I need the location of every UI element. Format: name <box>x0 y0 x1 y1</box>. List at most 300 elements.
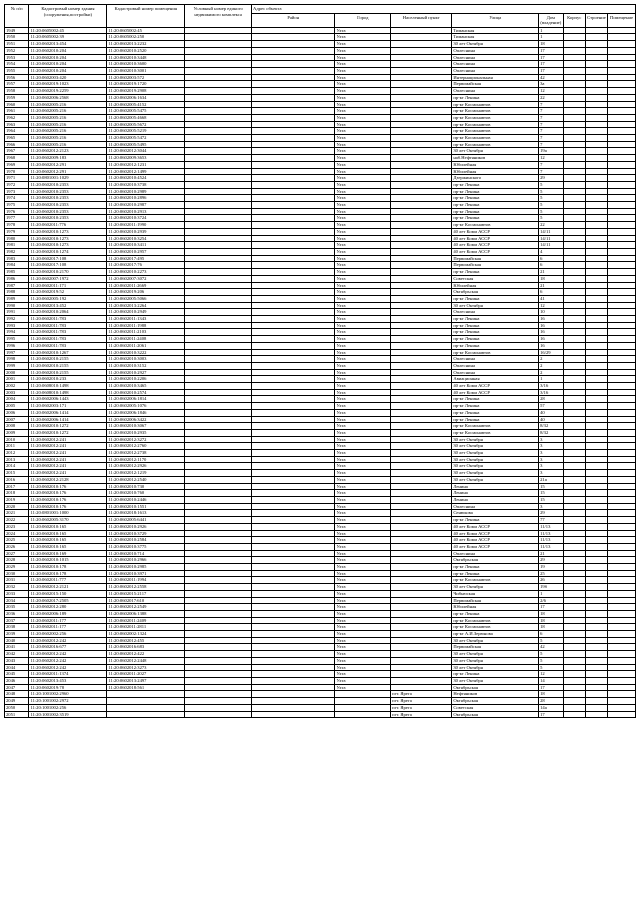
cell-region <box>252 289 335 296</box>
cell-settlement: пгт. Ярега <box>391 691 452 698</box>
cell-city: Ухта <box>335 41 391 48</box>
cell-cad-building: 11:20:0602012:2549 <box>107 604 185 611</box>
cell-corpus <box>563 295 585 302</box>
cell-region <box>252 155 335 162</box>
cell-region <box>252 336 335 343</box>
cell-cad-room: 11:20:0602012:242 <box>29 657 107 664</box>
cell-room <box>608 356 636 363</box>
cell-room <box>608 255 636 262</box>
cell-house: 18 <box>539 610 563 617</box>
cell-cad-building: 11:20:0602010:760 <box>107 490 185 497</box>
cell-street: Оплеснина <box>452 88 539 95</box>
cell-building <box>585 684 607 691</box>
cell-cond-num <box>185 181 252 188</box>
cell-cond-num <box>185 470 252 477</box>
cell-street: 40 лет Коми АССР <box>452 228 539 235</box>
cell-corpus <box>563 74 585 81</box>
cell-house: 8/32 <box>539 423 563 430</box>
cell-corpus <box>563 54 585 61</box>
table-row <box>5 537 636 544</box>
cell-room <box>608 68 636 75</box>
cell-region <box>252 610 335 617</box>
cell-city: Ухта <box>335 114 391 121</box>
cell-street: Оплеснина <box>452 356 539 363</box>
cell-city: Ухта <box>335 537 391 544</box>
cell-cad-room: 11:20:0602013:453 <box>29 677 107 684</box>
cell-cad-room: 11:20:0602005:3170 <box>29 517 107 524</box>
cell-house: 12 <box>539 671 563 678</box>
cell-region <box>252 503 335 510</box>
cell-room <box>608 155 636 162</box>
cell-cad-building: 11:20:0602010:3600 <box>107 61 185 68</box>
table-row <box>5 34 636 41</box>
cell-num: 2022 <box>5 517 29 524</box>
cell-num: 1982 <box>5 248 29 255</box>
cell-corpus <box>563 255 585 262</box>
cell-room <box>608 121 636 128</box>
cell-city: Ухта <box>335 416 391 423</box>
table-row <box>5 470 636 477</box>
cell-cad-room: 11:20:0602010:165 <box>29 543 107 550</box>
cell-region <box>252 557 335 564</box>
cell-cad-building: 11:20:0602010:2957 <box>107 248 185 255</box>
cell-corpus <box>563 114 585 121</box>
cell-region <box>252 396 335 403</box>
cell-city: Ухта <box>335 215 391 222</box>
cell-cad-building <box>107 711 185 718</box>
table-row <box>5 329 636 336</box>
cell-room <box>608 342 636 349</box>
cell-cad-building: 11:20:0602010:2273 <box>107 269 185 276</box>
cell-settlement <box>391 369 452 376</box>
cell-cad-room: 11:20:0602017:108 <box>29 255 107 262</box>
cell-num: 1949 <box>5 27 29 34</box>
cell-cad-room: 11:20:0602012:241 <box>29 450 107 457</box>
cell-region <box>252 141 335 148</box>
cell-settlement <box>391 208 452 215</box>
cell-cond-num <box>185 128 252 135</box>
cell-room <box>608 577 636 584</box>
cell-room <box>608 262 636 269</box>
cell-cad-building: 11:20:0602005:6441 <box>107 517 185 524</box>
cell-region <box>252 463 335 470</box>
cell-region <box>252 429 335 436</box>
cell-settlement <box>391 409 452 416</box>
cell-house: 11/13 <box>539 537 563 544</box>
cell-cad-building: 11:20:0602019:206 <box>107 289 185 296</box>
cell-room <box>608 336 636 343</box>
cell-region <box>252 577 335 584</box>
table-row <box>5 356 636 363</box>
cell-cad-building: 11:20:0602010:3001 <box>107 68 185 75</box>
cell-street: Юбилейная <box>452 161 539 168</box>
cell-settlement <box>391 242 452 249</box>
cell-cad-room: 11:20:1001002:256 <box>29 704 107 711</box>
cell-corpus <box>563 155 585 162</box>
cell-room <box>608 537 636 544</box>
cell-house: 5 <box>539 195 563 202</box>
cell-num: 1985 <box>5 269 29 276</box>
cell-room <box>608 302 636 309</box>
cell-city: Ухта <box>335 302 391 309</box>
cell-cad-room: 11:20:0602010:1273 <box>29 235 107 242</box>
cell-building <box>585 704 607 711</box>
cell-cond-num <box>185 108 252 115</box>
cell-building <box>585 34 607 41</box>
cell-region <box>252 121 335 128</box>
cell-region <box>252 543 335 550</box>
cell-room <box>608 61 636 68</box>
cell-num: 2033 <box>5 590 29 597</box>
cell-city: Ухта <box>335 557 391 564</box>
header-room: Помещение <box>608 13 636 27</box>
cell-street: пр-кт Ленина <box>452 517 539 524</box>
cell-street: пр-кт Ленина <box>452 564 539 571</box>
cell-street: пр-кт Космонавтов <box>452 101 539 108</box>
cell-num: 1987 <box>5 282 29 289</box>
cell-city: Ухта <box>335 242 391 249</box>
cell-region <box>252 54 335 61</box>
cell-house: 18 <box>539 275 563 282</box>
cell-corpus <box>563 336 585 343</box>
cell-room <box>608 376 636 383</box>
cell-settlement <box>391 168 452 175</box>
cell-street: пр-кт Ленина <box>452 342 539 349</box>
table-row <box>5 584 636 591</box>
cell-city: Ухта <box>335 121 391 128</box>
cell-room <box>608 631 636 638</box>
cell-corpus <box>563 168 585 175</box>
cell-room <box>608 423 636 430</box>
cell-building <box>585 295 607 302</box>
cell-num: 1956 <box>5 74 29 81</box>
cell-settlement <box>391 235 452 242</box>
cell-settlement <box>391 135 452 142</box>
cell-corpus <box>563 423 585 430</box>
cell-corpus <box>563 88 585 95</box>
cell-cad-building: 11:20:0602012:455 <box>107 637 185 644</box>
cell-building <box>585 590 607 597</box>
cell-cond-num <box>185 376 252 383</box>
cell-house: 42 <box>539 74 563 81</box>
cell-settlement <box>391 68 452 75</box>
cell-num: 1977 <box>5 215 29 222</box>
cell-region <box>252 135 335 142</box>
cell-corpus <box>563 597 585 604</box>
cell-num: 1981 <box>5 242 29 249</box>
cell-num: 2006 <box>5 409 29 416</box>
cell-cond-num <box>185 651 252 658</box>
cell-house: 18 <box>539 691 563 698</box>
cell-room <box>608 235 636 242</box>
cell-cond-num <box>185 483 252 490</box>
cell-city: Ухта <box>335 282 391 289</box>
cell-street: Советская <box>452 275 539 282</box>
cell-settlement <box>391 557 452 564</box>
cell-corpus <box>563 443 585 450</box>
cell-room <box>608 644 636 651</box>
cell-settlement <box>391 148 452 155</box>
cell-cond-num <box>185 517 252 524</box>
cell-room <box>608 242 636 249</box>
cell-num: 2014 <box>5 463 29 470</box>
cell-region <box>252 242 335 249</box>
cell-settlement <box>391 81 452 88</box>
table-row <box>5 242 636 249</box>
cell-cad-room: 11:20:0602003:420 <box>29 74 107 81</box>
table-row <box>5 94 636 101</box>
cell-cond-num <box>185 88 252 95</box>
cell-cad-building: 11:20:0602005:4668 <box>107 114 185 121</box>
cell-room <box>608 543 636 550</box>
cell-city: Ухта <box>335 671 391 678</box>
cell-cad-building: 11:20:0602005:5672 <box>107 121 185 128</box>
cell-building <box>585 74 607 81</box>
cell-corpus <box>563 141 585 148</box>
cell-corpus <box>563 248 585 255</box>
cell-cond-num <box>185 248 252 255</box>
cell-corpus <box>563 47 585 54</box>
cell-cond-num <box>185 543 252 550</box>
table-row <box>5 403 636 410</box>
cell-building <box>585 329 607 336</box>
cell-city: Ухта <box>335 329 391 336</box>
cell-house: 18 <box>539 624 563 631</box>
cell-city: Ухта <box>335 188 391 195</box>
cell-region <box>252 68 335 75</box>
cell-building <box>585 362 607 369</box>
table-row <box>5 282 636 289</box>
cell-house: 5 <box>539 651 563 658</box>
cell-cad-room: 11:20:0602010:176 <box>29 490 107 497</box>
cell-cond-num <box>185 54 252 61</box>
cell-corpus <box>563 342 585 349</box>
cell-room <box>608 269 636 276</box>
cell-city: Ухта <box>335 349 391 356</box>
cell-cad-room: 11:20:0602010:176 <box>29 497 107 504</box>
table-row <box>5 289 636 296</box>
cell-house: 11/13 <box>539 530 563 537</box>
cell-cad-building: 11:20:0602010:3222 <box>107 349 185 356</box>
cell-num: 2020 <box>5 503 29 510</box>
cell-settlement <box>391 550 452 557</box>
cell-corpus <box>563 329 585 336</box>
cell-building <box>585 269 607 276</box>
cell-room <box>608 349 636 356</box>
cell-settlement <box>391 336 452 343</box>
cell-cond-num <box>185 523 252 530</box>
cell-room <box>608 135 636 142</box>
cell-num: 1960 <box>5 101 29 108</box>
table-row <box>5 362 636 369</box>
cell-cond-num <box>185 336 252 343</box>
cell-house: 2 <box>539 356 563 363</box>
cell-street: Юбилейная <box>452 282 539 289</box>
cell-city: Ухта <box>335 248 391 255</box>
cell-room <box>608 161 636 168</box>
cell-room <box>608 497 636 504</box>
cell-building <box>585 651 607 658</box>
cell-region <box>252 590 335 597</box>
cell-region <box>252 262 335 269</box>
cell-num: 1955 <box>5 68 29 75</box>
table-row <box>5 416 636 423</box>
cell-street: пр-кт Ленина <box>452 570 539 577</box>
cell-num: 1970 <box>5 168 29 175</box>
cell-cond-num <box>185 94 252 101</box>
table-row <box>5 101 636 108</box>
cell-building <box>585 597 607 604</box>
cell-cond-num <box>185 490 252 497</box>
cell-city: Ухта <box>335 68 391 75</box>
cell-building <box>585 228 607 235</box>
cell-num: 2030 <box>5 570 29 577</box>
cell-house: 2 <box>539 362 563 369</box>
cell-settlement <box>391 510 452 517</box>
cell-house: 12 <box>539 155 563 162</box>
cell-street: наб.Нефтяников <box>452 155 539 162</box>
cell-room <box>608 403 636 410</box>
cell-cond-num <box>185 463 252 470</box>
cell-corpus <box>563 456 585 463</box>
cell-cond-num <box>185 141 252 148</box>
cell-building <box>585 121 607 128</box>
cell-cond-num <box>185 711 252 718</box>
cell-house: 6 <box>539 289 563 296</box>
cell-room <box>608 195 636 202</box>
cell-city: Ухта <box>335 34 391 41</box>
cell-city: Ухта <box>335 423 391 430</box>
cell-cond-num <box>185 577 252 584</box>
cell-cad-building: 11:20:0602010:3724 <box>107 215 185 222</box>
cell-house: 17 <box>539 54 563 61</box>
cell-settlement <box>391 88 452 95</box>
table-row <box>5 564 636 571</box>
cell-num: 1965 <box>5 135 29 142</box>
cell-street: Октябрьская <box>452 684 539 691</box>
cell-street: 30 лет Октября <box>452 637 539 644</box>
table-row <box>5 510 636 517</box>
cell-house: 6 <box>539 262 563 269</box>
cell-house: 16 <box>539 342 563 349</box>
cell-cad-room: 11:20:0602005:216 <box>29 135 107 142</box>
cell-house: 3/16 <box>539 383 563 390</box>
cell-cad-room: 11:20:0602010:204 <box>29 68 107 75</box>
cell-corpus <box>563 309 585 316</box>
cell-building <box>585 617 607 624</box>
cell-city: Ухта <box>335 161 391 168</box>
cell-corpus <box>563 389 585 396</box>
cell-region <box>252 101 335 108</box>
cell-region <box>252 235 335 242</box>
cell-city: Ухта <box>335 396 391 403</box>
cell-cad-building: 11:20:0602010:2574 <box>107 389 185 396</box>
cell-cad-room: 11:20:0602010:1273 <box>29 242 107 249</box>
cell-city: Ухта <box>335 610 391 617</box>
cell-house: 1 <box>539 27 563 34</box>
cell-settlement <box>391 403 452 410</box>
table-row <box>5 704 636 711</box>
cell-building <box>585 550 607 557</box>
cell-room <box>608 657 636 664</box>
cell-room <box>608 557 636 564</box>
cell-house: 21 <box>539 269 563 276</box>
cell-street: пр-кт Космонавтов <box>452 222 539 229</box>
cell-region <box>252 631 335 638</box>
cell-cond-num <box>185 41 252 48</box>
table-row <box>5 88 636 95</box>
cell-cad-building: 11:20:0602010:2446 <box>107 497 185 504</box>
cell-settlement <box>391 47 452 54</box>
cell-corpus <box>563 698 585 705</box>
cell-settlement <box>391 476 452 483</box>
cell-cond-num <box>185 282 252 289</box>
cell-building <box>585 275 607 282</box>
cell-cad-building: 11:20:0602012:2540 <box>107 476 185 483</box>
cell-cond-num <box>185 476 252 483</box>
cell-corpus <box>563 490 585 497</box>
cell-city: Ухта <box>335 269 391 276</box>
cell-street: пр-кт Ленина <box>452 671 539 678</box>
cell-num: 2039 <box>5 631 29 638</box>
cell-cad-room: 11:20:0602013:454 <box>29 41 107 48</box>
cell-region <box>252 356 335 363</box>
header-city: Город <box>335 13 391 27</box>
cell-city: Ухта <box>335 564 391 571</box>
cell-settlement <box>391 671 452 678</box>
cell-cond-num <box>185 691 252 698</box>
cell-cad-building: 11:20:0602017:610 <box>107 597 185 604</box>
cell-settlement <box>391 262 452 269</box>
cell-num: 2036 <box>5 610 29 617</box>
table-row <box>5 202 636 209</box>
cell-corpus <box>563 376 585 383</box>
cell-city: Ухта <box>335 503 391 510</box>
cell-cad-room: 11:20:0602010:165 <box>29 523 107 530</box>
cell-cond-num <box>185 195 252 202</box>
cell-house: 17 <box>539 68 563 75</box>
cell-num: 2003 <box>5 389 29 396</box>
cell-cad-room: 11:20:0602019:78 <box>29 684 107 691</box>
cell-building <box>585 316 607 323</box>
cell-city: Ухта <box>335 476 391 483</box>
cell-street: 30 лет Октября <box>452 148 539 155</box>
cell-building <box>585 181 607 188</box>
cell-house: 3а <box>539 81 563 88</box>
cell-street: пр-кт Ленина <box>452 215 539 222</box>
cell-city: Ухта <box>335 235 391 242</box>
cell-settlement <box>391 543 452 550</box>
cell-num: 2034 <box>5 597 29 604</box>
cell-cond-num <box>185 275 252 282</box>
cell-cad-building: 11:20:0602010:3411 <box>107 242 185 249</box>
cell-settlement <box>391 61 452 68</box>
cell-region <box>252 248 335 255</box>
cell-room <box>608 704 636 711</box>
cell-cond-num <box>185 436 252 443</box>
cell-corpus <box>563 349 585 356</box>
cell-cad-room: 11:20:0602011:783 <box>29 336 107 343</box>
cell-street: Юбилейная <box>452 168 539 175</box>
cell-building <box>585 510 607 517</box>
cell-room <box>608 41 636 48</box>
cell-region <box>252 604 335 611</box>
cell-street: 40 лет Коми АССР <box>452 242 539 249</box>
cell-num: 2037 <box>5 617 29 624</box>
cell-corpus <box>563 175 585 182</box>
cell-cond-num <box>185 637 252 644</box>
cell-settlement <box>391 248 452 255</box>
